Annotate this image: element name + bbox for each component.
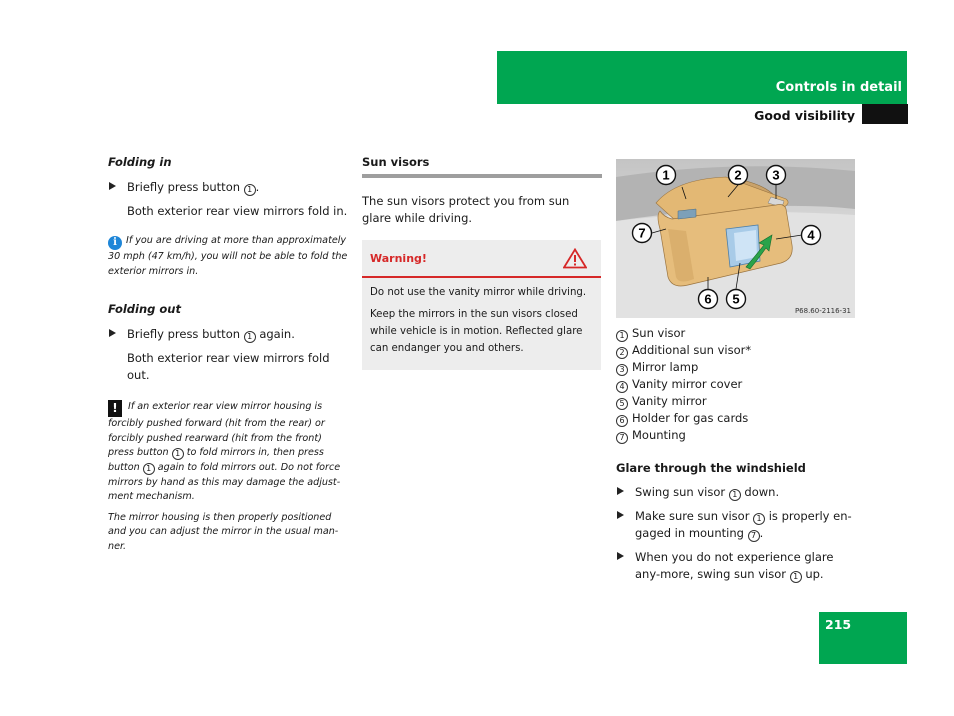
folding-out-result: Both exterior rear view mirrors fold out. [127, 351, 330, 383]
warning-text-1: Do not use the vanity mirror while driving. [370, 287, 587, 298]
bullet-arrow-icon [617, 511, 624, 519]
legend-item: 3 Mirror lamp [616, 359, 856, 376]
callout-5 [727, 290, 746, 309]
diagram-legend [616, 325, 856, 444]
callout-number: 1 [172, 448, 184, 460]
folding-in-result: Both exterior rear view mirrors fold in. [127, 204, 348, 218]
svg-text:2: 2 [734, 167, 742, 183]
warning-body [362, 278, 601, 370]
legend-item: 6 Holder for gas cards [616, 410, 856, 427]
svg-text:5: 5 [732, 291, 740, 307]
bullet-arrow-icon [109, 182, 116, 190]
column-sun-visors [362, 155, 602, 370]
bullet-arrow-icon [617, 552, 624, 560]
legend-item: 5 Vanity mirror [616, 393, 856, 410]
subsection-marker [862, 104, 908, 124]
callout-6 [699, 290, 718, 309]
section-title: Controls in detail [775, 80, 902, 95]
warning-header [362, 240, 601, 278]
folding-out-step: Briefly press button 1 again. [108, 326, 348, 343]
warning-title: Warning! [370, 252, 427, 265]
warning-box [362, 240, 601, 370]
callout-1 [657, 166, 676, 185]
glare-step-3: When you do not experience glare any-more, swing sun visor 1 up. [616, 549, 856, 583]
legend-item: 2 Additional sun visor* [616, 342, 856, 359]
callout-3 [767, 166, 786, 185]
sun-visor-diagram [616, 159, 855, 318]
warning-triangle-icon [563, 248, 587, 269]
glare-heading: Glare through the windshield [616, 461, 806, 475]
folding-in-step: Briefly press button 1 . [108, 179, 348, 196]
svg-text:6: 6 [704, 291, 712, 307]
callout-7 [633, 224, 652, 243]
callout-number: 1 [244, 184, 256, 196]
callout-2 [729, 166, 748, 185]
bullet-arrow-icon [109, 329, 116, 337]
heading-rule [362, 174, 602, 178]
info-note: i If you are driving at more than approximately 30 mph (47 km/h), you will not be able to fold the exterior mirrors in. [108, 235, 348, 277]
subsection-title: Good visibility [754, 108, 855, 123]
figure-reference: P68.60-2116-31 [794, 307, 851, 315]
page-number: 215 [825, 617, 852, 632]
diagram-callouts [616, 159, 855, 318]
svg-text:4: 4 [807, 227, 815, 243]
legend-item: 1 Sun visor [616, 325, 856, 342]
column-mirrors [108, 155, 348, 555]
legend-item: 7 Mounting [616, 427, 856, 444]
legend-item: 4 Vanity mirror cover [616, 376, 856, 393]
callout-number: 1 [244, 331, 256, 343]
folding-out-heading: Folding out [108, 302, 181, 317]
header-bar [497, 51, 907, 104]
caution-note: ! If an exterior rear view mirror housing is forcibly pushed forward (hit from the rear) or forcibly pushed rearward (hit from the front) press button 1 to fold mirrors in, then press button 1 again to fold mirrors out. Do not force mirrors by hand as this may damage the adjust-ment mechanism. [108, 401, 341, 503]
warning-text-2: Keep the mirrors in the sun visors closed while vehicle is in motion. Reflected glare can endanger you and others. [370, 309, 583, 354]
svg-text:7: 7 [638, 225, 646, 241]
bullet-arrow-icon [617, 487, 624, 495]
info-icon: i [108, 236, 122, 250]
exclamation-icon: ! [108, 400, 122, 417]
glare-step-2: Make sure sun visor 1 is properly en-gaged in mounting 7 . [616, 508, 856, 542]
caution-note-followup: The mirror housing is then properly positioned and you can adjust the mirror in the usual man-ner. [108, 511, 339, 552]
sun-visors-heading: Sun visors [362, 155, 430, 169]
svg-text:3: 3 [772, 167, 780, 183]
callout-number: 1 [143, 463, 155, 475]
glare-step-1: Swing sun visor 1 down. [616, 484, 856, 501]
folding-in-heading: Folding in [108, 155, 172, 169]
callout-4 [802, 226, 821, 245]
svg-text:1: 1 [662, 167, 670, 183]
column-diagram [616, 155, 856, 590]
sun-visors-intro: The sun visors protect you from sun glare while driving. [362, 194, 570, 225]
